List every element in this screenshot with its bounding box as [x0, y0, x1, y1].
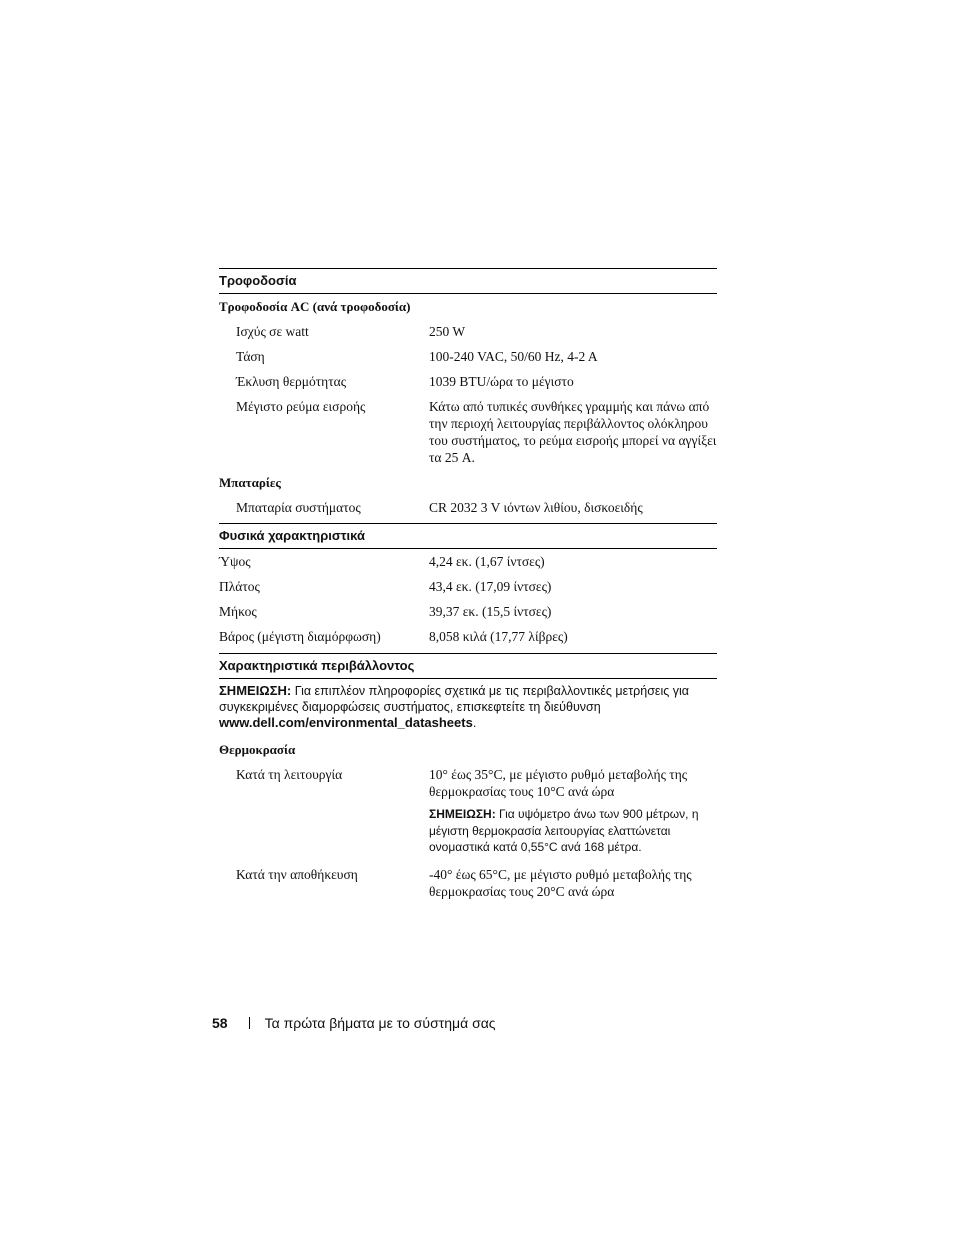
row-value: 39,37 εκ. (15,5 ίντσες) — [429, 604, 552, 619]
table-row — [219, 574, 717, 599]
table-row — [219, 624, 717, 653]
table-row — [219, 344, 717, 369]
row-value: 10° έως 35°C, με μέγιστο ρυθμό μεταβολής της θερμοκρασίας τους 10°C ανά ώρα — [429, 767, 688, 799]
row-label: Κατά την αποθήκευση — [236, 866, 358, 882]
row-label: Τάση — [236, 349, 265, 364]
page-footer — [212, 1015, 496, 1031]
row-label: Έκλυση θερμότητας — [236, 374, 347, 389]
row-label: Μέγιστο ρεύμα εισροής — [236, 399, 366, 414]
row-value: CR 2032 3 V ιόντων λιθίου, δισκοειδής — [429, 500, 643, 515]
section-heading-power: Τροφοδοσία — [219, 268, 717, 294]
section-heading-physical: Φυσικά χαρακτηριστικά — [219, 523, 717, 549]
row-value: 4,24 εκ. (1,67 ίντσες) — [429, 554, 545, 569]
table-row — [219, 549, 717, 574]
row-label: Κατά τη λειτουργία — [236, 767, 343, 782]
row-value: 43,4 εκ. (17,09 ίντσες) — [429, 579, 552, 594]
row-value-operating — [429, 766, 717, 856]
subheading-temperature: Θερμοκρασία — [219, 742, 296, 757]
page-number: 58 — [212, 1015, 228, 1031]
row-value: 1039 BTU/ώρα το μέγιστο — [429, 374, 574, 389]
row-value: 250 W — [429, 324, 466, 339]
environmental-datasheets-link[interactable]: www.dell.com/environmental_datasheets — [219, 715, 473, 730]
note-label: ΣΗΜΕΙΩΣΗ: — [219, 683, 292, 698]
row-value: Κάτω από τυπικές συνθήκες γραμμής και πάνω από την περιοχή λειτουργίας περιβάλλοντος ολόκληρου του συστήματος, το ρεύμα εισροής μπορεί να αγγίξει τα 25 A. — [429, 399, 717, 465]
note-end: . — [472, 716, 477, 730]
environment-note — [219, 679, 717, 735]
note-text: Για υψόμετρο άνω των 900 μέτρων, η μέγιστη θερμοκρασία λειτουργίας ελαττώνεται ονομαστικά κατά 0,55°C ανά 168 μέτρα. — [429, 807, 699, 854]
row-value: -40° έως 65°C, με μέγιστο ρυθμό μεταβολής της θερμοκρασίας τους 20°C ανά ώρα — [429, 866, 692, 899]
note-text: Για επιπλέον πληροφορίες σχετικά με τις περιβαλλοντικές μετρήσεις για συγκεκριμένες διαμορφώσεις συστήματος, επισκεφτείτε τη διεύθυνση — [219, 684, 690, 714]
row-label: Μπαταρία συστήματος — [236, 500, 361, 515]
table-row — [219, 762, 717, 860]
footer-title: Τα πρώτα βήματα με το σύστημά σας — [264, 1015, 496, 1031]
footer-divider — [249, 1017, 250, 1029]
table-row — [219, 394, 717, 470]
row-label: Μήκος — [219, 604, 257, 619]
row-value: 8,058 κιλά (17,77 λίβρες) — [429, 629, 568, 644]
row-value: 100-240 VAC, 50/60 Hz, 4-2 A — [429, 349, 598, 364]
table-row — [219, 599, 717, 624]
operating-note — [429, 806, 717, 856]
table-row — [219, 319, 717, 344]
subheading-batteries: Μπαταρίες — [219, 475, 281, 490]
section-heading-environment: Χαρακτηριστικά περιβάλλοντος — [219, 653, 717, 679]
row-label: Βάρος (μέγιστη διαμόρφωση) — [219, 629, 381, 644]
note-label: ΣΗΜΕΙΩΣΗ: — [429, 807, 496, 821]
subheading-ac-power: Τροφοδοσία AC (ανά τροφοδοσία) — [219, 299, 411, 314]
row-label: Ύψος — [219, 554, 251, 569]
row-label: Πλάτος — [219, 579, 260, 594]
table-row — [219, 860, 717, 904]
row-label: Ισχύς σε watt — [236, 324, 309, 339]
table-row — [219, 495, 717, 523]
table-row — [219, 369, 717, 394]
spec-table — [219, 268, 717, 904]
